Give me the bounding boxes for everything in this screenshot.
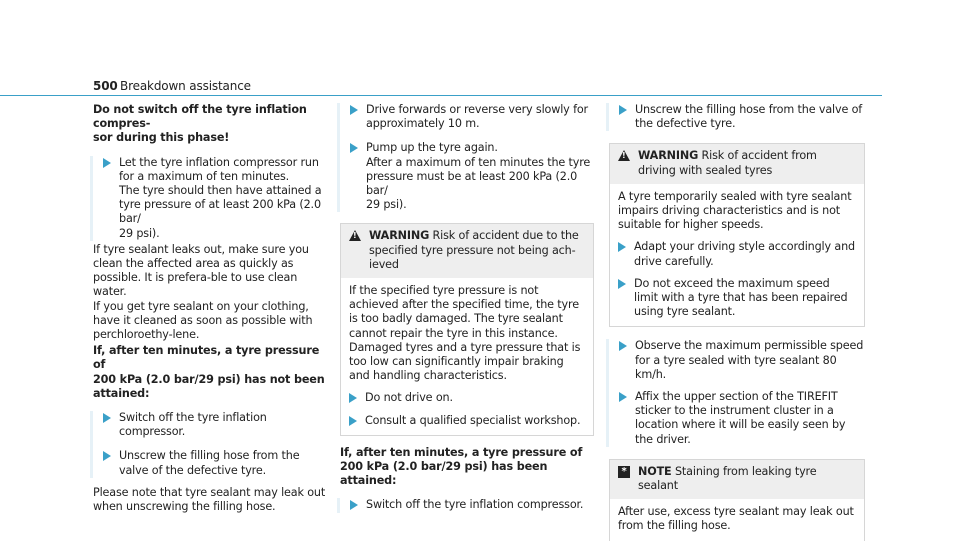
heading-not-attained: If, after ten minutes, a tyre pressure of 200 kPa (2.0 bar/29 psi) has not been attained: [93,344,325,400]
step-text: Unscrew the filling hose from the valve of the defective tyre. [119,449,300,477]
step-text: Adapt your driving style accordingly and drive carefully. [634,240,855,268]
arrow-icon [350,105,358,115]
step-item [350,498,594,512]
step-item [618,277,856,320]
step-text: Drive forwards or reverse very slowly for approximately 10 m. [366,103,588,131]
warning-label: WARNING [369,229,430,243]
step-item [103,449,331,477]
paragraph: Please note that tyre sealant may leak out when unscrewing the filling hose. [93,485,326,514]
column-2 [340,103,594,513]
step-list [337,103,594,212]
arrow-icon [618,242,626,252]
warning-icon [618,150,630,161]
warning-body [610,184,864,327]
step-text: Switch off the tyre inflation compressor. [366,498,584,512]
warning-header [341,224,593,278]
arrow-icon [103,158,111,168]
arrow-icon [350,500,358,510]
step-item [618,240,856,268]
step-list [606,339,865,446]
warning-paragraph: If the specified tyre pressure is not achieved after the specified time, the tyre is too badly damaged. The tyre sealant cannot repair the tyre in this instance. [349,284,579,340]
warning-body [341,278,593,435]
paragraph: If tyre sealant leaks out, make sure you clean the affected area as quickly as possible. It is prefera-ble to use clean water. [93,242,309,299]
step-text: Unscrew the filling hose from the valve of the defective tyre. [635,103,863,131]
step-text: Affix the upper section of the TIREFIT sticker to the instrument cluster in a location where it will be easily seen by the driver. [635,390,846,446]
arrow-icon [350,143,358,153]
arrow-icon [618,279,626,289]
step-item [350,141,594,212]
step-text: Do not drive on. [365,391,453,405]
arrow-icon [103,413,111,423]
warning-title: Risk of accident from driving with sealed tyres [638,149,817,177]
step-list [90,411,331,478]
step-item [103,411,331,439]
step-text: Observe the maximum permissible speed for a tyre sealed with tyre sealant 80 km/h. [635,339,864,381]
step-list [606,103,865,131]
arrow-icon [619,341,627,351]
step-text: Let the tyre inflation compressor run for a maximum of ten minutes. The tyre should then have attained a tyre pressure of at least 200 kPa (2.0 bar/ 29 psi). [119,155,322,240]
step-item [619,390,865,447]
step-list [337,498,594,512]
arrow-icon [619,392,627,402]
step-text: Switch off the tyre inflation compressor. [119,411,267,439]
arrow-icon [103,451,111,461]
warning-header [610,144,864,183]
paragraph: If you get tyre sealant on your clothing, have it cleaned as soon as possible with perchloroethy-lene. [93,299,313,342]
page-title: Breakdown assistance [120,79,251,93]
step-text: Consult a qualified specialist workshop. [365,413,581,427]
step-item [103,156,331,241]
note-label: NOTE [638,464,672,478]
step-item [350,103,594,131]
step-item [349,414,585,428]
header-rule [0,95,882,96]
column-1 [93,103,331,514]
step-item [619,103,865,131]
warning-box [609,143,865,327]
arrow-icon [349,416,357,426]
column-3 [609,103,865,541]
note-box [609,459,865,541]
step-text: Pump up the tyre again. After a maximum of ten minutes the tyre pressure must be at least 200 kPa (2.0 bar/ 29 psi). [366,141,591,212]
warning-icon [349,230,361,241]
step-item [619,339,865,382]
heading-attained: If, after ten minutes, a tyre pressure of 200 kPa (2.0 bar/29 psi) has been attained: [340,445,583,488]
warning-box [340,223,594,435]
step-item [349,391,585,405]
warning-label: WARNING [638,149,699,163]
step-list [90,156,331,241]
note-body [610,499,864,540]
warning-title: Risk of accident due to the specified tyre pressure not being ach-ieved [369,229,579,271]
note-icon: * [618,466,630,478]
warning-paragraph: Damaged tyres and a tyre pressure that is too low can significantly impair braking and handling characteristics. [349,340,581,383]
page-number: 500 [93,79,118,93]
step-text: Do not exceed the maximum speed limit with a tyre that has been repaired using tyre sealant. [634,276,848,319]
note-header [610,460,864,499]
heading-do-not-switch-off: Do not switch off the tyre inflation compres- sor during this phase! [93,103,307,145]
arrow-icon [349,393,357,403]
note-paragraph: After use, excess tyre sealant may leak out from the filling hose. [618,505,854,533]
arrow-icon [619,105,627,115]
note-title: Staining from leaking tyre sealant [638,464,817,493]
warning-paragraph: A tyre temporarily sealed with tyre sealant impairs driving characteristics and is not suitable for higher speeds. [618,189,852,232]
